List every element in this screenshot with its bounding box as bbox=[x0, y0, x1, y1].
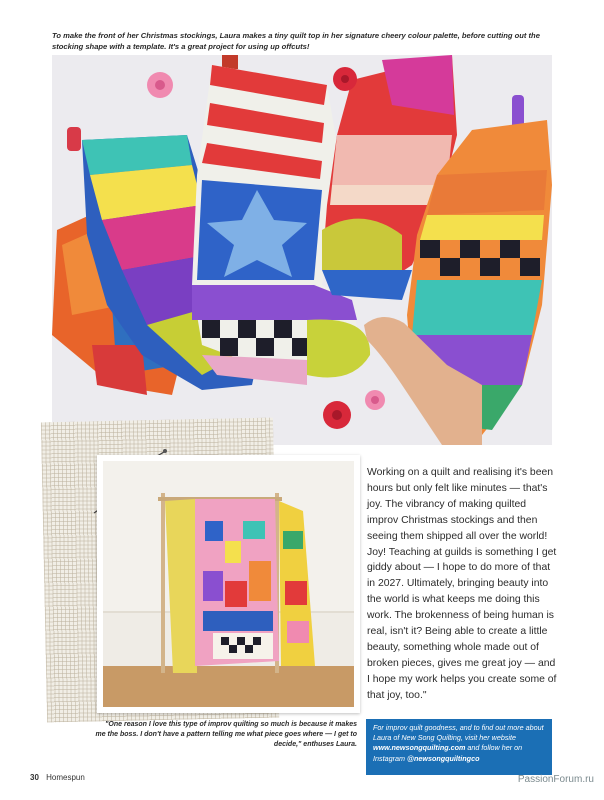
watermark: PassionForum.ru bbox=[517, 774, 594, 785]
gift-bow-red-top bbox=[333, 67, 357, 91]
quilt-rack-photo bbox=[97, 455, 360, 713]
gift-bow-pink-top bbox=[147, 72, 173, 98]
stockings-photo bbox=[52, 55, 552, 445]
gift-bow-red-bottom bbox=[323, 401, 351, 429]
info-box bbox=[366, 719, 552, 775]
gift-bow-pink-bottom bbox=[365, 390, 385, 410]
top-photo-caption: To make the front of her Christmas stockings, Laura makes a tiny quilt top in her signature cheery colour palette, before cutting out the stocking shape with a template. It's a great project for using up offcuts! bbox=[52, 31, 540, 51]
info-text-2: and follow her on Instagram bbox=[373, 743, 523, 763]
info-text-1: For improv quilt goodness, and to find out more about Laura of New Song Quilting, visit her website bbox=[373, 723, 544, 743]
page-footer bbox=[30, 773, 85, 782]
page-number: 30 bbox=[30, 773, 39, 782]
website-link[interactable]: www.newsongquilting.com bbox=[373, 743, 466, 753]
article-body: Working on a quilt and realising it's been hours but only felt like minutes — that's joy. The vibrancy of making quilted improv Christmas stockings and then seeing them shipped all over the world! Joy! Teaching at guilds is something I get giddy about — I hope to do more of that in 2027. Ultimately, bringing beauty into the world is what keeps me doing this work. The brokenness of being human is real, isn't it? Being able to create a little beauty, something whole made out of broken pieces, gives me great joy — and I hope my work helps you create some of that joy, too." bbox=[367, 467, 557, 701]
inset-photo-caption: "One reason I love this type of improv quilting so much is because it makes me the boss. I don't have a pattern telling me what piece goes where — I get to decide," enthuses Laura. bbox=[95, 721, 357, 749]
stockings-illustration bbox=[52, 55, 552, 445]
quilt-rack-illustration bbox=[103, 461, 354, 707]
instagram-link[interactable]: @newsongquiltingco bbox=[406, 753, 480, 763]
magazine-name: Homespun bbox=[46, 773, 85, 782]
